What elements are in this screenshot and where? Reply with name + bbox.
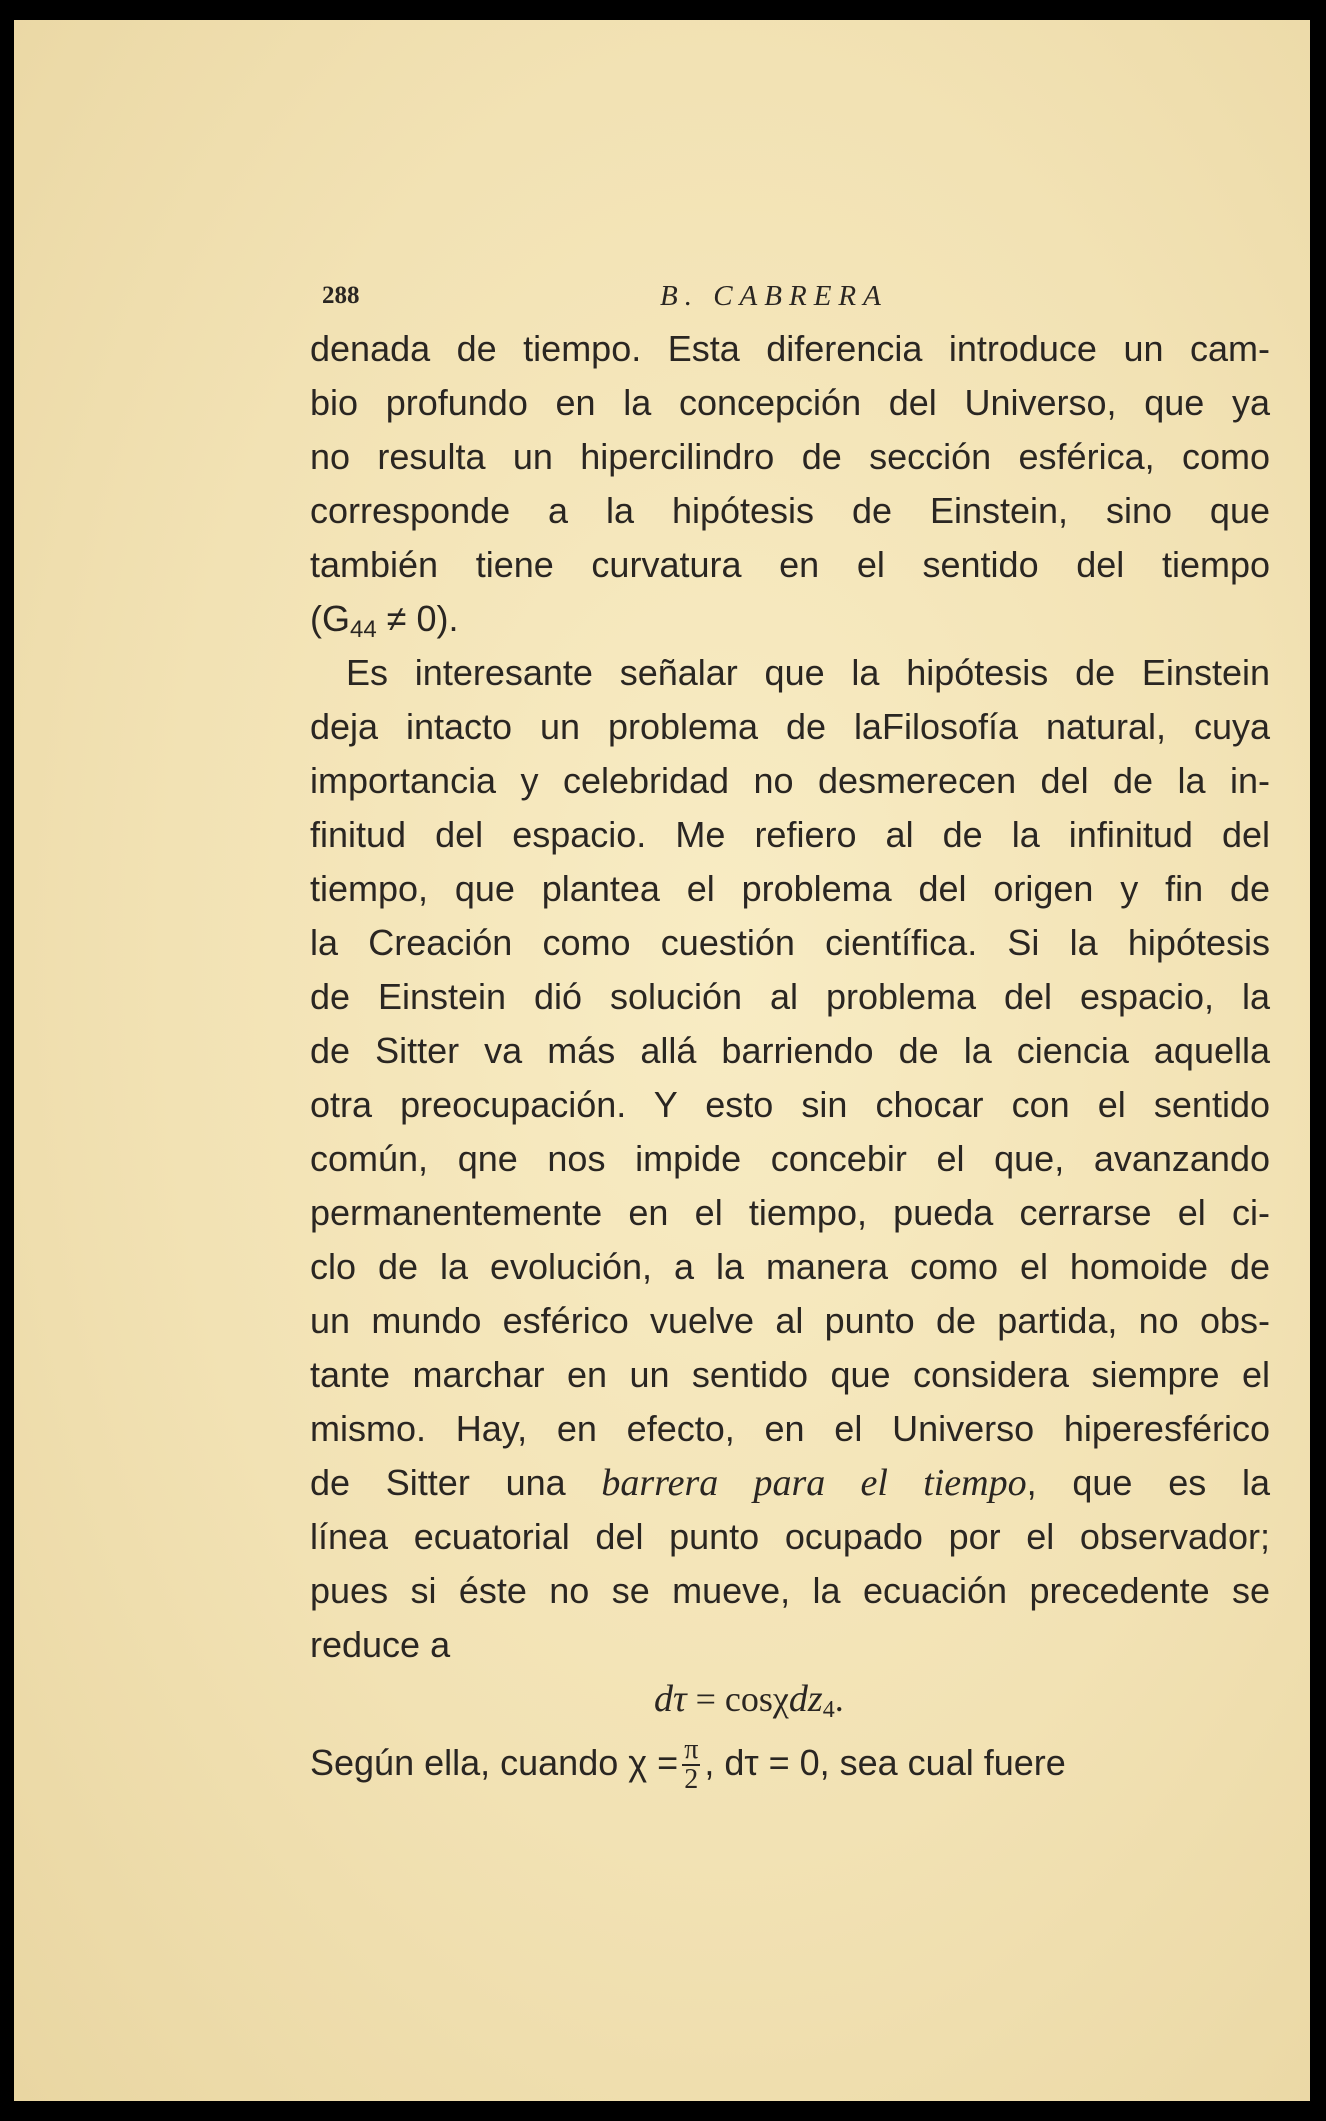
equation-lhs: dτ	[654, 1678, 687, 1720]
equation-end: .	[834, 1679, 844, 1719]
text-line: de Einstein dió solución al problema del espacio, la	[310, 976, 1270, 1017]
page-header	[310, 274, 1270, 314]
text-line: bio profundo en la concepción del Universo, que ya	[310, 382, 1270, 423]
barrera-before: de Sitter una	[310, 1462, 602, 1503]
text-line: denada de tiempo. Esta diferencia introduce un cam-	[310, 328, 1270, 369]
text-line: mismo. Hay, en efecto, en el Universo hiperesférico	[310, 1408, 1270, 1449]
text-line: no resulta un hipercilindro de sección esférica, como	[310, 436, 1270, 477]
last-line-before: Según ella, cuando χ =	[310, 1742, 679, 1783]
text-line: común, qne nos impide concebir el que, avanzando	[310, 1138, 1270, 1179]
equation-rhs: = cosχ	[686, 1679, 789, 1719]
g44-open: (G	[310, 598, 350, 639]
g44-subscript: 44	[350, 616, 377, 643]
text-line: importancia y celebridad no desmerecen del de la in-	[310, 760, 1270, 801]
paragraph-start-line: Es interesante señalar que la hipótesis de Einstein	[346, 652, 1270, 693]
barrera-italic-phrase: barrera para el tiempo	[601, 1462, 1027, 1504]
book-page	[14, 20, 1310, 2101]
text-line: finitud del espacio. Me refiero al de la infinitud del	[310, 814, 1270, 855]
pi-over-two-fraction	[682, 1736, 700, 1794]
text-line: permanentemente en el tiempo, pueda cerrarse el ci-	[310, 1192, 1270, 1233]
last-line-middle: , dτ = 0, sea cual fuere	[704, 1742, 1066, 1783]
fraction-numerator: π	[684, 1734, 699, 1766]
text-line: pues si éste no se mueve, la ecuación precedente se	[310, 1570, 1270, 1611]
text-line: reduce a	[310, 1624, 451, 1665]
equation-dtau	[310, 1672, 1270, 1726]
text-line: tiempo, que plantea el problema del origen y fin de	[310, 868, 1270, 909]
text-line: corresponde a la hipótesis de Einstein, sino que	[310, 490, 1270, 531]
text-line: un mundo esférico vuelve al punto de partida, no obs-	[310, 1300, 1270, 1341]
equation-subscript: 4	[822, 1697, 835, 1723]
g44-formula-line	[310, 592, 1270, 646]
page-number: 288	[322, 282, 360, 309]
text-line: línea ecuatorial del punto ocupado por el observador;	[310, 1516, 1270, 1557]
text-line: clo de la evolución, a la manera como el homoide de	[310, 1246, 1270, 1287]
text-line: de Sitter va más allá barriendo de la ciencia aquella	[310, 1030, 1270, 1071]
running-head-author: B. CABRERA	[660, 280, 888, 312]
fraction-denominator: 2	[684, 1764, 699, 1796]
body-text	[310, 322, 1270, 1800]
equation-dz: dz	[788, 1678, 823, 1720]
g44-rest: ≠ 0).	[376, 598, 459, 639]
text-line: otra preocupación. Y esto sin chocar con el sentido	[310, 1084, 1270, 1125]
text-line: tante marchar en un sentido que considera siempre el	[310, 1354, 1270, 1395]
text-line: también tiene curvatura en el sentido del tiempo	[310, 544, 1270, 585]
text-line: la Creación como cuestión científica. Si la hipótesis	[310, 922, 1270, 963]
barrera-line	[310, 1456, 1270, 1510]
text-line: deja intacto un problema de laFilosofía natural, cuya	[310, 706, 1270, 747]
barrera-after: , que es la	[1026, 1462, 1270, 1503]
last-line	[310, 1726, 1270, 1800]
